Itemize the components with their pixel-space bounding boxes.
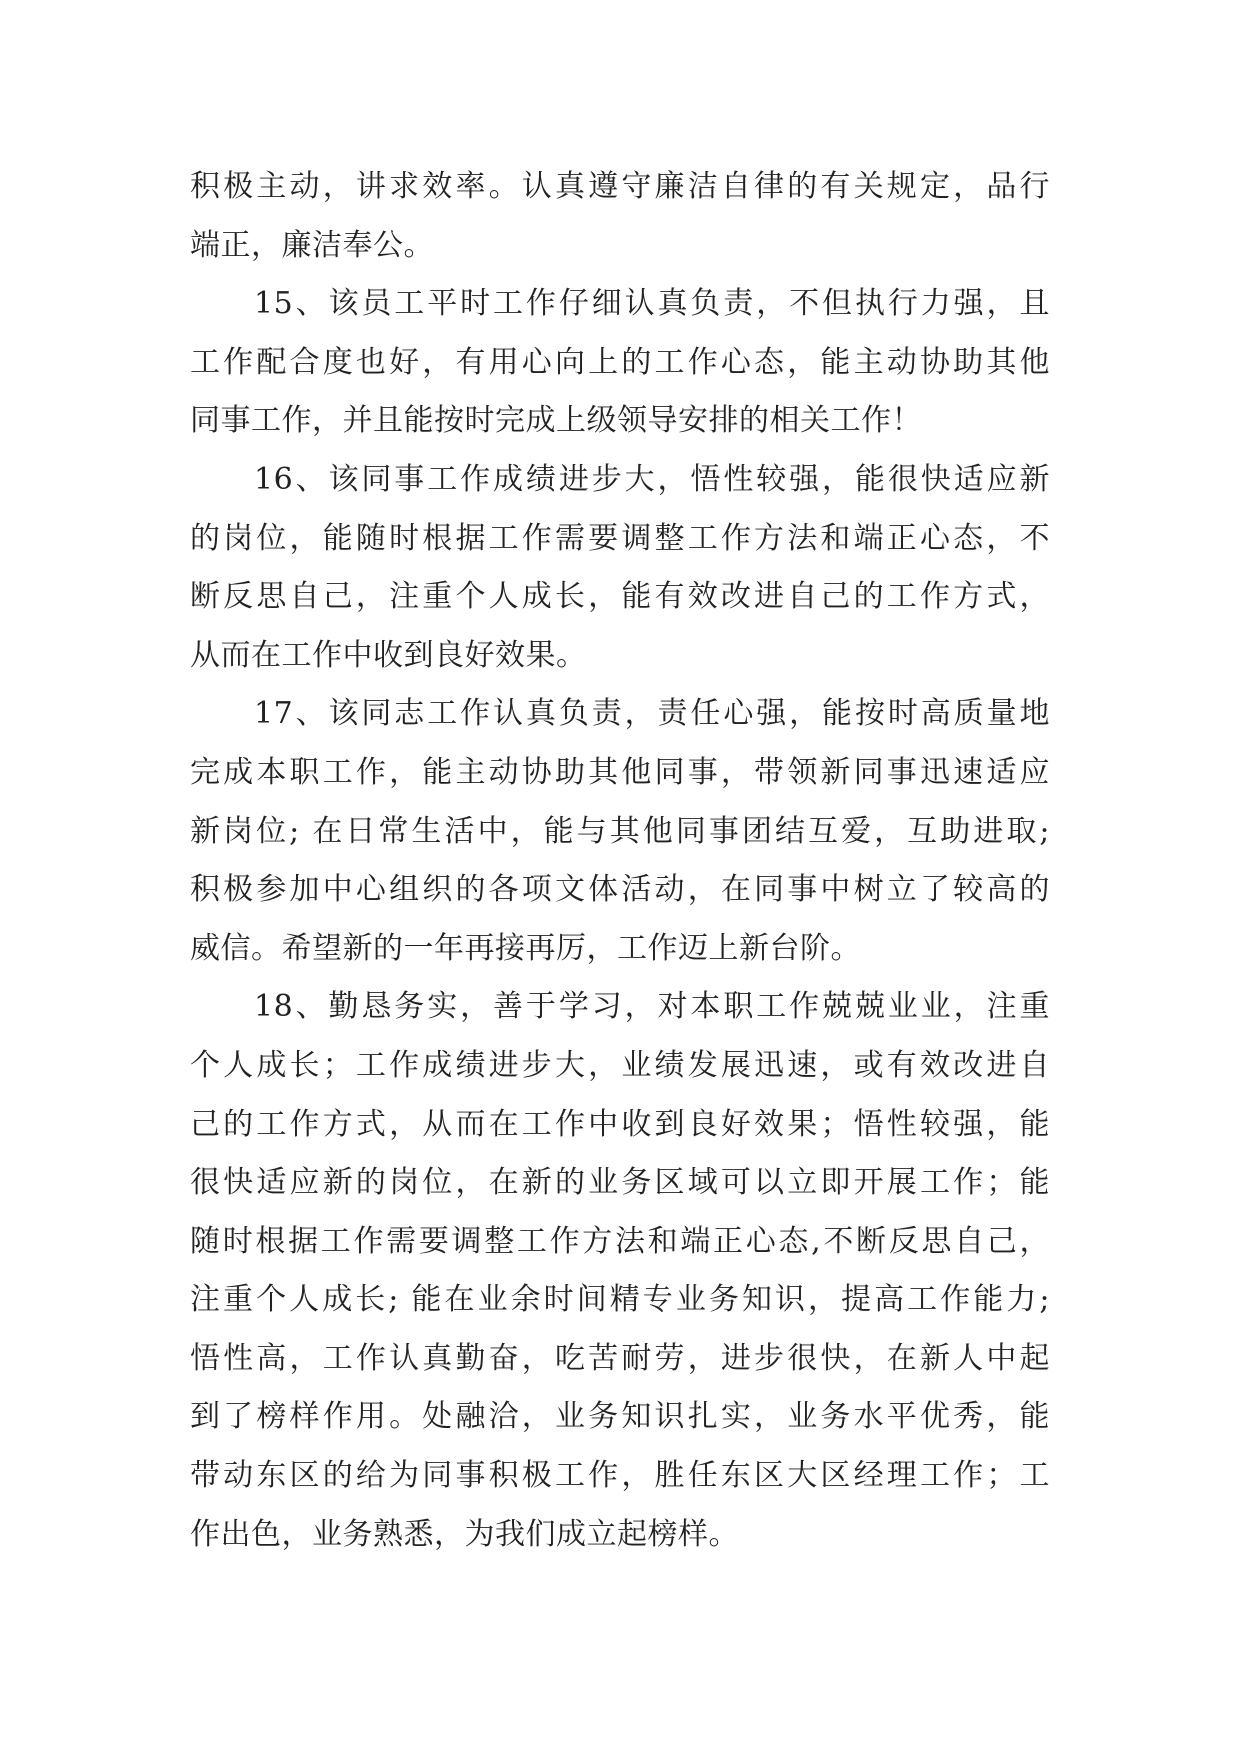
paragraph-item-18 [190,978,1050,1564]
text-line: 个人成长；工作成绩进步大，业绩发展迅速，或有效改进自 [190,1047,1050,1083]
text-line: 注重个人成长; 能在业余时间精专业务知识，提高工作能力; [190,1282,1050,1318]
text-line: 到了榜样作用。处融洽，业务知识扎实，业务水平优秀，能 [190,1399,1050,1435]
text-line: 随时根据工作需要调整工作方法和端正心态,不断反思自己， [190,1223,1050,1259]
text-line: 的岗位，能随时根据工作需要调整工作方法和端正心态，不 [190,520,1050,556]
text-line: 积极主动，讲求效率。认真遵守廉洁自律的有关规定，品行 [190,169,1050,204]
text-line: 悟性高，工作认真勤奋，吃苦耐劳，进步很快，在新人中起 [190,1340,1050,1376]
paragraph-item-16 [190,451,1050,685]
text-line: 16、该同事工作成绩进步大，悟性较强，能很快适应新 [254,461,1050,497]
paragraph-item-17 [190,685,1050,978]
text-line: 端正，廉洁奉公。 [190,227,434,263]
paragraph-item-15 [190,275,1050,451]
text-line: 同事工作，并且能按时完成上级领导安排的相关工作！ [190,403,922,439]
text-line: 从而在工作中收到良好效果。 [190,637,587,673]
text-line: 新岗位; 在日常生活中，能与其他同事团结互爱，互助进取; [190,813,1050,849]
text-line: 17、该同志工作认真负责，责任心强，能按时高质量地 [254,696,1050,732]
document-body [190,158,1050,1564]
text-line: 很快适应新的岗位，在新的业务区域可以立即开展工作；能 [190,1165,1050,1201]
text-line: 积极参加中心组织的各项文体活动，在同事中树立了较高的 [190,872,1050,908]
text-line: 威信。希望新的一年再接再厉，工作迈上新台阶。 [190,930,861,966]
text-line: 断反思自己，注重个人成长，能有效改进自己的工作方式， [190,579,1050,615]
paragraph-continued [190,158,1050,275]
text-line: 18、勤恳务实，善于学习，对本职工作兢兢业业，注重 [254,989,1050,1025]
text-line: 带动东区的给为同事积极工作，胜任东区大区经理工作；工 [190,1458,1050,1494]
text-line: 完成本职工作，能主动协助其他同事，带领新同事迅速适应 [190,754,1050,790]
text-line: 作出色，业务熟悉，为我们成立起榜样。 [190,1516,739,1552]
text-line: 己的工作方式，从而在工作中收到良好效果；悟性较强，能 [190,1106,1050,1142]
text-line: 15、该员工平时工作仔细认真负责，不但执行力强，且 [254,286,1050,322]
text-line: 工作配合度也好，有用心向上的工作心态，能主动协助其他 [190,344,1050,380]
